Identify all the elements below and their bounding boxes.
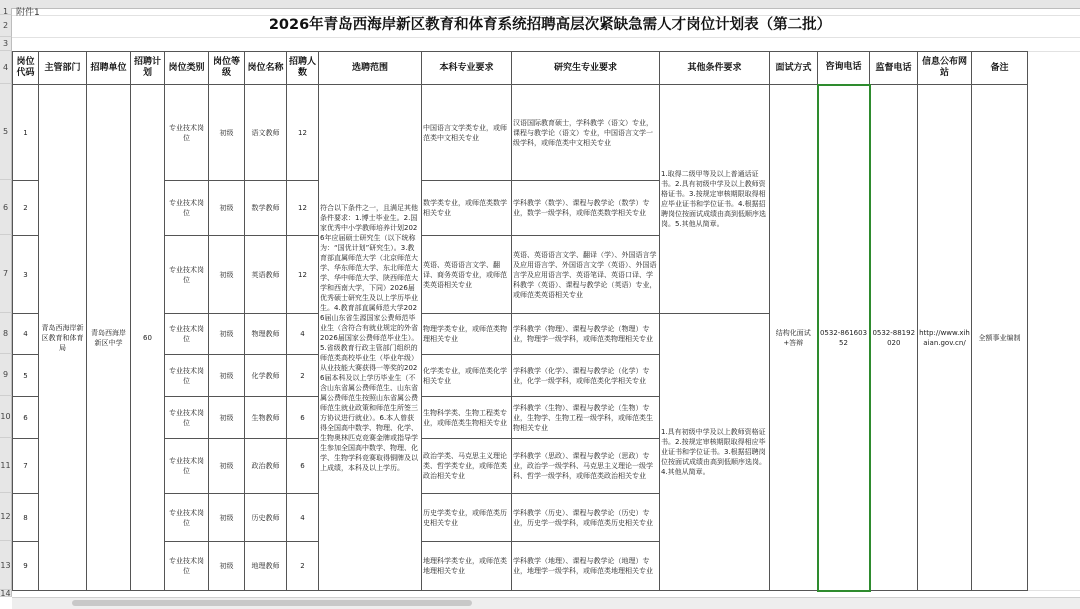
scrollbar-thumb[interactable] — [72, 600, 472, 606]
count-cell[interactable]: 4 — [287, 494, 319, 542]
header-cell-count[interactable]: 招聘人数 — [287, 52, 319, 85]
row-header-6[interactable]: 6 — [0, 180, 12, 235]
count-cell[interactable]: 4 — [287, 314, 319, 355]
category-cell[interactable]: 专业技术岗位 — [165, 314, 209, 355]
header-cell-remark[interactable]: 备注 — [972, 52, 1028, 85]
column-header-bar[interactable] — [12, 0, 1080, 9]
website-cell[interactable]: http://www.xihaian.gov.cn/ — [918, 85, 972, 591]
level-cell[interactable]: 初级 — [209, 85, 245, 181]
table-row — [13, 85, 1028, 181]
code-cell[interactable]: 4 — [13, 314, 39, 355]
count-cell[interactable]: 12 — [287, 181, 319, 236]
row-header-12[interactable]: 12 — [0, 493, 12, 541]
grad-cell[interactable]: 学科教学（生物）、课程与教学论（生物）专业，生物学、生物工程一级学科，或师范类生物相关专业 — [512, 397, 660, 439]
recruitment-table — [12, 51, 1028, 592]
department-cell[interactable]: 青岛西海岸新区教育和体育局 — [39, 85, 87, 591]
row-header-14[interactable]: 14 — [0, 588, 11, 598]
horizontal-scrollbar[interactable] — [12, 597, 1080, 609]
level-cell[interactable]: 初级 — [209, 181, 245, 236]
row-header-2[interactable]: 2 — [0, 15, 12, 37]
code-cell[interactable]: 3 — [13, 236, 39, 314]
consult-phone-cell[interactable]: 0532-86160352 — [818, 85, 870, 591]
category-cell[interactable]: 专业技术岗位 — [165, 355, 209, 397]
grad-cell[interactable]: 学科教学（地理）、课程与教学论（地理）专业，地理学一级学科，或师范类地理相关专业 — [512, 542, 660, 591]
grad-cell[interactable]: 学科教学（物理）、课程与教学论（物理）专业，物理学一级学科，或师范类物理相关专业 — [512, 314, 660, 355]
code-cell[interactable]: 1 — [13, 85, 39, 181]
row-header-5[interactable]: 5 — [0, 84, 12, 180]
row-header-8[interactable]: 8 — [0, 313, 12, 354]
header-cell-category[interactable]: 岗位类别 — [165, 52, 209, 85]
count-cell[interactable]: 12 — [287, 85, 319, 181]
undergrad-cell[interactable]: 地理科学类专业，或师范类地理相关专业 — [422, 542, 512, 591]
header-cell-position[interactable]: 岗位名称 — [245, 52, 287, 85]
row-header-10[interactable]: 10 — [0, 396, 12, 438]
remark-cell[interactable]: 全额事业编制 — [972, 85, 1028, 591]
header-cell-unit[interactable]: 招聘单位 — [87, 52, 131, 85]
position-name-cell[interactable]: 数学教师 — [245, 181, 287, 236]
code-cell[interactable]: 5 — [13, 355, 39, 397]
grad-cell[interactable]: 学科教学（思政）、课程与教学论（思政）专业，政治学一级学科、马克思主义理论一级学科、哲学一级学科，或师范类政治相关专业 — [512, 439, 660, 494]
grad-cell[interactable]: 学科教学（历史）、课程与教学论（历史）专业，历史学一级学科，或师范类历史相关专业 — [512, 494, 660, 542]
row-header-9[interactable]: 9 — [0, 354, 12, 396]
category-cell[interactable]: 专业技术岗位 — [165, 397, 209, 439]
position-name-cell[interactable]: 英语教师 — [245, 236, 287, 314]
level-cell[interactable]: 初级 — [209, 542, 245, 591]
grad-cell[interactable]: 英语、英语语言文学、翻译（学）、外国语言学及应用语言学、外国语言文学（英语）、外国语言学及应用语言学、英语笔译、英语口译、学科教学（英语）、课程与教学论（英语）专业，或师范类英语相关专业 — [512, 236, 660, 314]
row-header-3[interactable]: 3 — [0, 37, 12, 51]
header-cell-grad[interactable]: 研究生专业要求 — [512, 52, 660, 85]
unit-cell[interactable]: 青岛西海岸新区中学 — [87, 85, 131, 591]
grad-cell[interactable]: 学科教学（数学）、课程与教学论（数学）专业，数学一级学科，或师范类数学相关专业 — [512, 181, 660, 236]
level-cell[interactable]: 初级 — [209, 355, 245, 397]
level-cell[interactable]: 初级 — [209, 439, 245, 494]
code-cell[interactable]: 9 — [13, 542, 39, 591]
other-requirements-cell[interactable]: 1.取得二级甲等及以上普通话证书。2.具有初级中学及以上教师资格证书。3.按规定审核期限取得相应毕业证书和学位证书。4.根据招聘岗位按面试成绩由高到低顺序选岗。5.其他从简章。 — [660, 85, 770, 314]
level-cell[interactable]: 初级 — [209, 236, 245, 314]
undergrad-cell[interactable]: 化学类专业，或师范类化学相关专业 — [422, 355, 512, 397]
header-cell-other[interactable]: 其他条件要求 — [660, 52, 770, 85]
category-cell[interactable]: 专业技术岗位 — [165, 542, 209, 591]
undergrad-cell[interactable]: 英语、英语语言文学、翻译、商务英语专业，或师范类英语相关专业 — [422, 236, 512, 314]
count-cell[interactable]: 2 — [287, 355, 319, 397]
undergrad-cell[interactable]: 数学类专业，或师范类数学相关专业 — [422, 181, 512, 236]
grad-cell[interactable]: 学科教学（化学）、课程与教学论（化学）专业，化学一级学科，或师范类化学相关专业 — [512, 355, 660, 397]
count-cell[interactable]: 6 — [287, 397, 319, 439]
attachment-label: 附件1 — [16, 8, 40, 18]
level-cell[interactable]: 初级 — [209, 314, 245, 355]
header-cell-website[interactable]: 信息公布网站 — [918, 52, 972, 85]
code-cell[interactable]: 8 — [13, 494, 39, 542]
position-name-cell[interactable]: 历史教师 — [245, 494, 287, 542]
gridline — [12, 37, 1080, 38]
undergrad-cell[interactable]: 物理学类专业，或师范类物理相关专业 — [422, 314, 512, 355]
row-header-13[interactable]: 13 — [0, 541, 12, 590]
count-cell[interactable]: 12 — [287, 236, 319, 314]
position-name-cell[interactable]: 化学教师 — [245, 355, 287, 397]
category-cell[interactable]: 专业技术岗位 — [165, 236, 209, 314]
undergrad-cell[interactable]: 历史学类专业，或师范类历史相关专业 — [422, 494, 512, 542]
supervise-phone-cell[interactable]: 0532-88192020 — [870, 85, 918, 591]
row-header-7[interactable]: 7 — [0, 235, 12, 313]
position-name-cell[interactable]: 生物教师 — [245, 397, 287, 439]
code-cell[interactable]: 7 — [13, 439, 39, 494]
undergrad-cell[interactable]: 中国语言文学类专业，或师范类中文相关专业 — [422, 85, 512, 181]
level-cell[interactable]: 初级 — [209, 397, 245, 439]
row-header-4[interactable]: 4 — [0, 51, 12, 84]
header-cell-supervise[interactable]: 监督电话 — [870, 52, 918, 85]
code-cell[interactable]: 2 — [13, 181, 39, 236]
interview-cell[interactable]: 结构化面试+答辩 — [770, 85, 818, 591]
count-cell[interactable]: 6 — [287, 439, 319, 494]
row-header-1[interactable]: 1 — [0, 8, 12, 15]
header-cell-scope[interactable]: 选聘范围 — [319, 52, 422, 85]
category-cell[interactable]: 专业技术岗位 — [165, 181, 209, 236]
plan-cell[interactable]: 60 — [131, 85, 165, 591]
sheet-title: 2026年青岛西海岸新区教育和体育系统招聘高层次紧缺急需人才岗位计划表（第二批） — [268, 17, 832, 33]
category-cell[interactable]: 专业技术岗位 — [165, 494, 209, 542]
header-cell-interview[interactable]: 面试方式 — [770, 52, 818, 85]
category-cell[interactable]: 专业技术岗位 — [165, 439, 209, 494]
code-cell[interactable]: 6 — [13, 397, 39, 439]
undergrad-cell[interactable]: 生物科学类、生物工程类专业，或师范类生物相关专业 — [422, 397, 512, 439]
category-cell[interactable]: 专业技术岗位 — [165, 85, 209, 181]
scope-cell[interactable]: 符合以下条件之一，且满足其他条件要求：1.博士毕业生。2.国家优秀中小学教师培养计划2026年应届硕士研究生（以下统称为：“国优计划”研究生）。3.教育部直属师范大学（北京师范大学、华东师范大学、东北师范大学、华中师范大学、陕西师范大学和西南大学，下同）2026届优秀硕士研究生及以上学历毕业生。4.教育部直属师范大学2026届山东省生源国家公费师范毕业生（含符合有就业规定的外省2026届国家公费师范毕业生）。5.省级教育行政主管部门组织的师范类高校毕业生（毕业年级）从业技能大赛获得一等奖的2026届本科及以上学历毕业生（不含山东省属公费师范生、山东省属公费师范生按照山东省属公费师范生就业政策和师范生所签三方协议进行就业）。6.本人曾获得全国高中数学、物理、化学、生物奥林匹克竞赛金牌或指导学生参加全国高中数学、物理、化学、生物学科竞赛取得铜牌及以上成绩，本科及以上学历。 — [319, 85, 422, 591]
header-cell-department[interactable]: 主管部门 — [39, 52, 87, 85]
position-name-cell[interactable]: 物理教师 — [245, 314, 287, 355]
header-cell-code[interactable]: 岗位代码 — [13, 52, 39, 85]
position-name-cell[interactable]: 政治教师 — [245, 439, 287, 494]
position-name-cell[interactable]: 地理教师 — [245, 542, 287, 591]
count-cell[interactable]: 2 — [287, 542, 319, 591]
header-cell-plan[interactable]: 招聘计划 — [131, 52, 165, 85]
header-cell-level[interactable]: 岗位等级 — [209, 52, 245, 85]
other-requirements-cell[interactable]: 1.具有初级中学及以上教师资格证书。2.按规定审核期限取得相应毕业证书和学位证书。3.根据招聘岗位按面试成绩由高到低顺序选岗。4.其他从简章。 — [660, 314, 770, 591]
header-cell-undergrad[interactable]: 本科专业要求 — [422, 52, 512, 85]
level-cell[interactable]: 初级 — [209, 494, 245, 542]
row-header-11[interactable]: 11 — [0, 438, 12, 493]
grad-cell[interactable]: 汉语国际教育硕士，学科教学（语文）专业，课程与教学论（语文）专业，中国语言文学一级学科，或师范类中文相关专业 — [512, 85, 660, 181]
undergrad-cell[interactable]: 政治学类、马克思主义理论类、哲学类专业，或师范类政治相关专业 — [422, 439, 512, 494]
position-name-cell[interactable]: 语文教师 — [245, 85, 287, 181]
header-cell-consult[interactable]: 咨询电话 — [818, 52, 870, 85]
header-row — [13, 52, 1028, 85]
